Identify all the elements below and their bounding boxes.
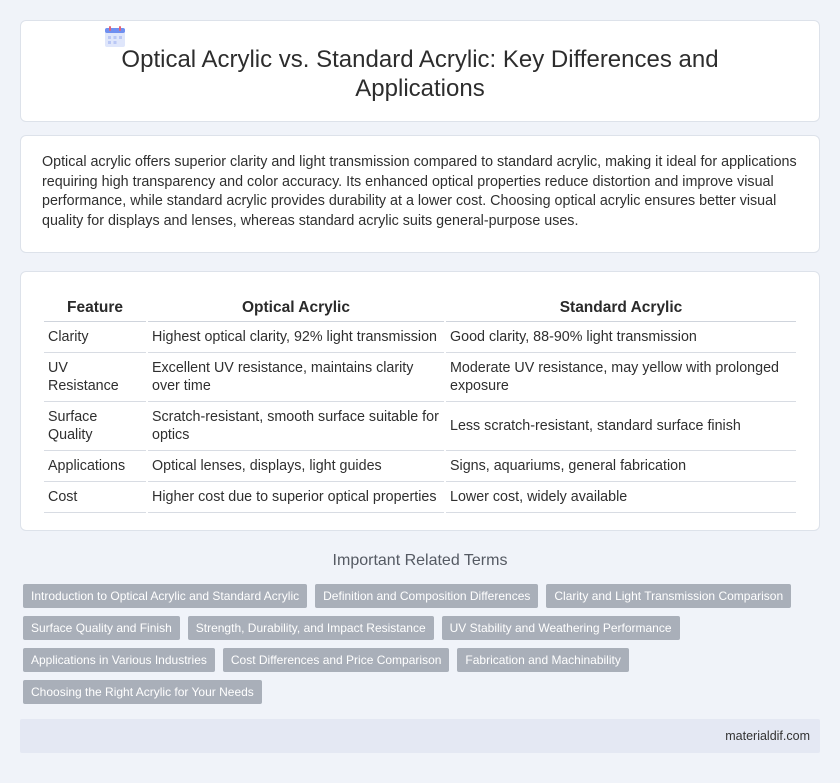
table-cell: Lower cost, widely available (446, 482, 796, 513)
table-row (44, 353, 796, 402)
related-terms-heading: Important Related Terms (332, 552, 508, 569)
table-cell: Cost (44, 482, 146, 513)
table-cell: Optical lenses, displays, light guides (148, 451, 444, 482)
table-header-row (44, 296, 796, 322)
table-cell: Clarity (44, 322, 146, 353)
table-cell: Good clarity, 88-90% light transmission (446, 322, 796, 353)
table-row (44, 402, 796, 451)
comparison-table (42, 296, 798, 513)
table-cell: Applications (44, 451, 146, 482)
table-cell: Excellent UV resistance, maintains clarity over time (148, 353, 444, 402)
table-cell: Less scratch-resistant, standard surface finish (446, 402, 796, 451)
table-cell: Moderate UV resistance, may yellow with prolonged exposure (446, 353, 796, 402)
table-row (44, 451, 796, 482)
table-row (44, 482, 796, 513)
related-term-tag[interactable]: Applications in Various Industries (23, 648, 215, 672)
related-term-tag[interactable]: Introduction to Optical Acrylic and Standard Acrylic (23, 584, 307, 608)
related-term-tag[interactable]: Strength, Durability, and Impact Resistance (188, 616, 434, 640)
related-term-tag[interactable]: Fabrication and Machinability (457, 648, 628, 672)
table-row (44, 322, 796, 353)
table-cell: Highest optical clarity, 92% light transmission (148, 322, 444, 353)
related-term-tag[interactable]: Definition and Composition Differences (315, 584, 538, 608)
table-cell: Signs, aquariums, general fabrication (446, 451, 796, 482)
related-term-tag[interactable]: UV Stability and Weathering Performance (442, 616, 680, 640)
table-cell: Higher cost due to superior optical properties (148, 482, 444, 513)
page-title: Optical Acrylic vs. Standard Acrylic: Key Differences and Applications (121, 46, 719, 102)
table-cell: UV Resistance (44, 353, 146, 402)
related-terms-list (23, 584, 823, 712)
intro-card (20, 135, 820, 253)
footer (20, 719, 820, 753)
table-cell: Scratch-resistant, smooth surface suitable for optics (148, 402, 444, 451)
related-term-tag[interactable]: Surface Quality and Finish (23, 616, 180, 640)
related-term-tag[interactable]: Cost Differences and Price Comparison (223, 648, 450, 672)
header-card (20, 20, 820, 122)
intro-paragraph: Optical acrylic offers superior clarity and light transmission compared to standard acrylic, making it ideal for applications requiring high transparency and color accuracy. Its enhanced optical properties reduce distortion and improve visual performance, while standard acrylic provides durability at a lower cost. Choosing optical acrylic ensures better visual quality for displays and lenses, whereas standard acrylic suits general-purpose uses. (42, 154, 797, 229)
related-term-tag[interactable]: Choosing the Right Acrylic for Your Needs (23, 680, 262, 704)
column-header-optical: Optical Acrylic (148, 296, 444, 322)
column-header-feature: Feature (44, 296, 146, 322)
related-term-tag[interactable]: Clarity and Light Transmission Comparison (546, 584, 791, 608)
comparison-table-card (20, 271, 820, 531)
table-cell: Surface Quality (44, 402, 146, 451)
column-header-standard: Standard Acrylic (446, 296, 796, 322)
footer-site-link[interactable]: materialdif.com (725, 729, 810, 743)
